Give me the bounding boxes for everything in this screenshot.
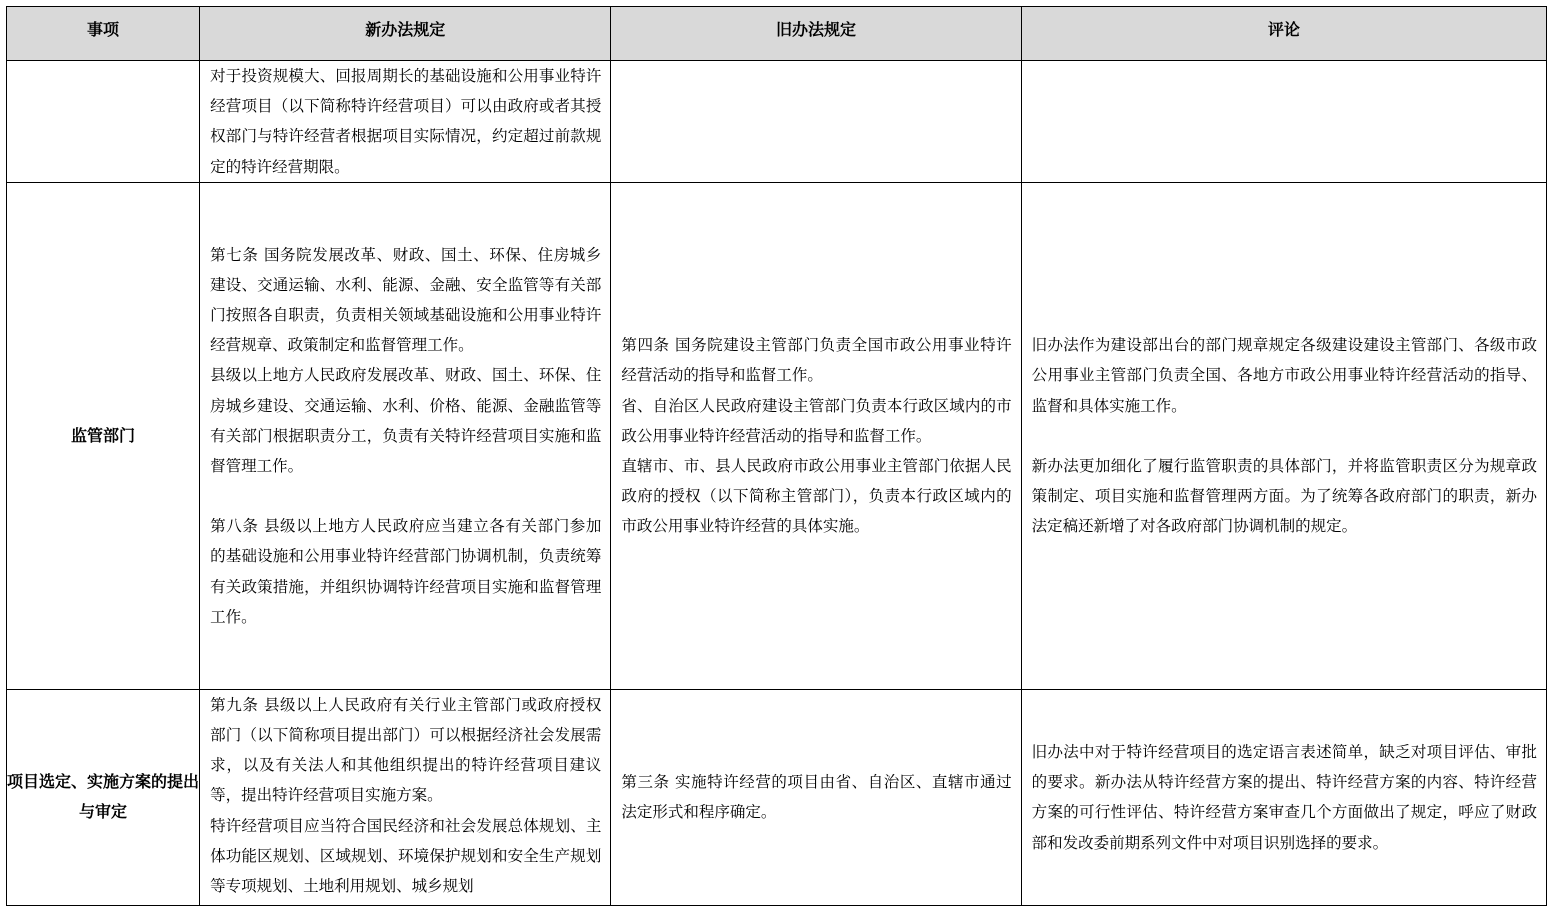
header-old-rules: 旧办法规定 — [611, 7, 1021, 61]
paragraph-gap — [1032, 421, 1537, 451]
header-comment: 评论 — [1021, 7, 1546, 61]
row-new-rules — [200, 61, 611, 183]
table-row — [7, 182, 1547, 689]
comparison-table — [6, 6, 1547, 906]
paragraph: 第四条 国务院建设主管部门负责全国市政公用事业特许经营活动的指导和监督工作。 — [621, 336, 1012, 385]
header-new-rules: 新办法规定 — [200, 7, 611, 61]
row-comment — [1021, 689, 1546, 905]
table-row — [7, 61, 1547, 183]
paragraph-gap — [210, 481, 601, 511]
paragraph: 县级以上地方人民政府发展改革、财政、国土、环保、住房城乡建设、交通运输、水利、价格、能源、金融监管等有关部门根据职责分工，负责有关特许经营项目实施和监督管理工作。 — [210, 366, 602, 476]
paragraph: 第八条 县级以上地方人民政府应当建立各有关部门参加的基础设施和公用事业特许经营部门协调机制，负责统筹有关政策措施，并组织协调特许经营项目实施和监督管理工作。 — [210, 517, 602, 626]
header-row — [7, 7, 1547, 61]
paragraph: 省、自治区人民政府建设主管部门负责本行政区域内的市政公用事业特许经营活动的指导和监督工作。 — [621, 396, 1012, 445]
table-row — [7, 689, 1547, 905]
row-item-label: 项目选定、实施方案的提出与审定 — [7, 689, 200, 905]
paragraph: 直辖市、市、县人民政府市政公用事业主管部门依据人民政府的授权（以下简称主管部门），负责本行政区域内的市政公用事业特许经营的具体实施。 — [621, 456, 1012, 536]
row-old-rules — [611, 61, 1021, 183]
header-item: 事项 — [7, 7, 200, 61]
cell-clip — [210, 690, 601, 905]
paragraph: 第七条 国务院发展改革、财政、国土、环保、住房城乡建设、交通运输、水利、能源、金融、安全监管等有关部门按照各自职责，负责相关领域基础设施和公用事业特许经营规章、政策制定和监督管理工作。 — [210, 245, 602, 355]
paragraph: 旧办法作为建设部出台的部门规章规定各级建设建设主管部门、各级市政公用事业主管部门负责全国、各地方市政公用事业特许经营活动的指导、监督和具体实施工作。 — [1031, 336, 1537, 415]
row-comment — [1021, 61, 1546, 183]
row-old-rules — [611, 182, 1021, 689]
paragraph: 旧办法中对于特许经营项目的选定语言表述简单，缺乏对项目评估、审批的要求。新办法从特许经营方案的提出、特许经营方案的内容、特许经营方案的可行性评估、特许经营方案审查几个方面做出了规定，呼应了财政部和发改委前期系列文件中对项目识别选择的要求。 — [1031, 742, 1537, 852]
row-comment — [1021, 182, 1546, 689]
row-old-rules — [611, 689, 1021, 905]
paragraph: 特许经营项目应当符合国民经济和社会发展总体规划、主体功能区规划、区域规划、环境保护规划和安全生产规划等专项规划、土地利用规划、城乡规划 — [210, 816, 602, 896]
paragraph: 第九条 县级以上人民政府有关行业主管部门或政府授权部门（以下简称项目提出部门）可以根据经济社会发展需求，以及有关法人和其他组织提出的特许经营项目建议等，提出特许经营项目实施方案。 — [210, 695, 602, 805]
paragraph: 第三条 实施特许经营的项目由省、自治区、直辖市通过法定形式和程序确定。 — [621, 773, 1012, 822]
row-new-rules — [200, 182, 611, 689]
row-new-rules — [200, 689, 611, 905]
row-item-label: 监管部门 — [7, 182, 200, 689]
row-item-label — [7, 61, 200, 183]
paragraph: 新办法更加细化了履行监管职责的具体部门，并将监管职责区分为规章政策制定、项目实施和监督管理两方面。为了统筹各政府部门的职责，新办法定稿还新增了对各政府部门协调机制的规定。 — [1031, 456, 1537, 536]
paragraph: 对于投资规模大、回报周期长的基础设施和公用事业特许经营项目（以下简称特许经营项目）可以由政府或者其授权部门与特许经营者根据项目实际情况，约定超过前款规定的特许经营期限。 — [210, 67, 602, 176]
